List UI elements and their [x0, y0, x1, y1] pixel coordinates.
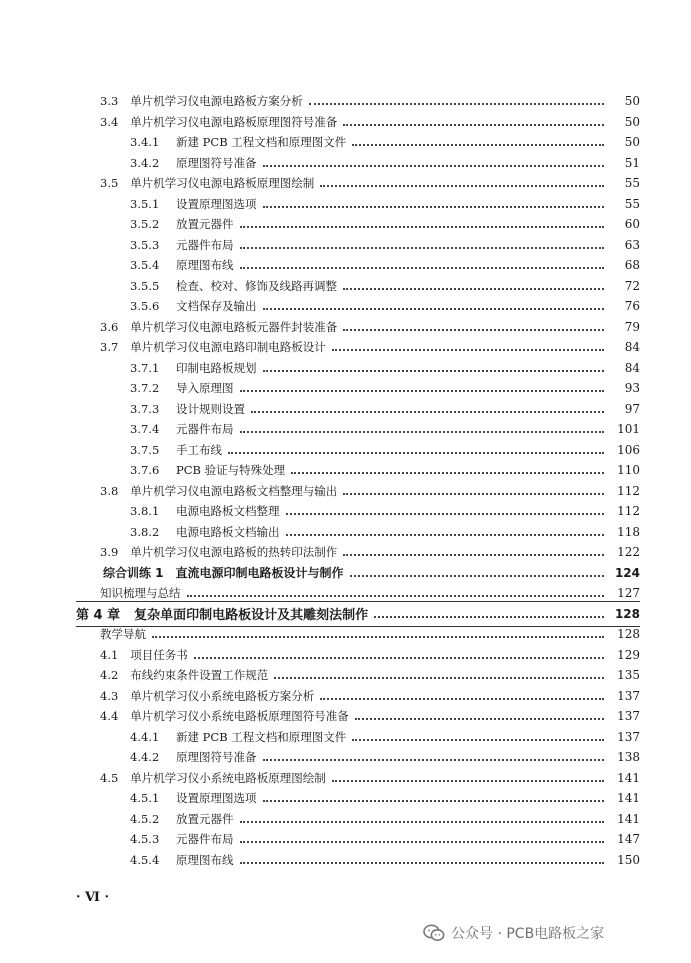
toc-entry-page: 55	[624, 176, 640, 190]
toc-entry-page: 112	[617, 504, 640, 518]
toc-entry	[103, 563, 640, 583]
toc-entry-title: 电源电路板文档整理	[176, 504, 280, 518]
toc-entry-page: 60	[624, 217, 640, 231]
toc-entry-number: 3.7.4	[130, 422, 160, 436]
toc-entry	[100, 542, 640, 562]
toc-entry	[100, 481, 640, 501]
toc-entry-title: 原理图符号准备	[176, 750, 257, 764]
toc-entry	[130, 132, 640, 152]
toc-entry	[100, 173, 640, 193]
toc-entry	[130, 809, 640, 829]
toc-entry-number: 综合训练 1	[103, 566, 164, 580]
toc-entry-title: 元器件布局	[176, 832, 234, 846]
leader-dots	[228, 452, 604, 454]
leader-dots	[152, 636, 604, 638]
leader-dots	[240, 247, 605, 249]
toc-entry-title: 设置原理图选项	[176, 791, 257, 805]
toc-entry-page: 110	[617, 463, 640, 477]
toc-entry-title: 单片机学习仪电源电路板原理图绘制	[130, 176, 315, 190]
toc-entry-number: 3.7.5	[130, 442, 160, 457]
toc-entry-title: 单片机学习仪小系统电路板原理图绘制	[130, 770, 326, 785]
toc-entry-number: 3.4	[100, 114, 119, 129]
toc-entry-title: 原理图布线	[176, 258, 234, 272]
leader-dots	[263, 759, 605, 761]
leader-dots	[343, 554, 604, 556]
toc-entry	[100, 665, 640, 685]
toc-entry-number: 3.3	[100, 94, 119, 108]
watermark	[423, 923, 604, 943]
toc-entry-page: 135	[617, 668, 640, 682]
toc-entry-number: 3.6	[100, 319, 119, 334]
toc-entry-page: 141	[617, 770, 640, 785]
toc-entry-page: 128	[614, 606, 640, 621]
toc-entry-title: 单片机学习仪电源电路板的热转印法制作	[130, 545, 338, 559]
toc-entry	[100, 645, 640, 665]
leader-dots	[320, 698, 604, 700]
toc-entry	[100, 686, 640, 706]
toc-entry	[130, 501, 640, 521]
toc-entry	[130, 850, 640, 870]
leader-dots	[343, 493, 604, 495]
toc-entry	[130, 419, 640, 439]
toc-entry-title: 复杂单面印制电路板设计及其雕刻法制作	[134, 608, 369, 623]
toc-entry-page: 128	[617, 627, 640, 641]
toc-entry-number: 第 4 章	[76, 608, 121, 623]
toc-entry	[100, 317, 640, 337]
toc-entry-number: 4.5.3	[130, 832, 160, 846]
toc-entry-number: 3.4.2	[130, 155, 160, 170]
leader-dots	[374, 616, 604, 618]
toc-entry-page: 137	[617, 688, 640, 703]
toc-entry-title: 单片机学习仪电源电路印制电路板设计	[130, 340, 326, 354]
toc-entry-page: 127	[617, 586, 640, 600]
leader-dots	[309, 103, 604, 105]
page-number: · Ⅵ ·	[76, 890, 110, 905]
wechat-icon	[423, 924, 445, 942]
toc-entry-number: 3.8.2	[130, 524, 160, 539]
toc-entry-title: 项目任务书	[130, 647, 188, 662]
leader-dots	[263, 165, 605, 167]
toc-entry-title: 教学导航	[100, 627, 146, 641]
toc-entry-page: 112	[617, 483, 640, 498]
leader-dots	[187, 595, 605, 597]
toc-entry-page: 106	[617, 442, 640, 457]
toc-entry-title: 原理图符号准备	[176, 155, 257, 170]
toc-entry-number: 4.3	[100, 688, 119, 703]
toc-entry-number: 3.7	[100, 340, 119, 354]
chapter-rule-top	[76, 601, 640, 602]
toc-entry-page: 137	[617, 709, 640, 723]
toc-entry-number: 4.5	[100, 770, 119, 785]
toc-entry-title: 单片机学习仪电源电路板方案分析	[130, 94, 303, 108]
toc-entry	[100, 112, 640, 132]
toc-entry	[100, 768, 640, 788]
toc-entry-page: 129	[617, 647, 640, 662]
toc-entry-title: 单片机学习仪电源电路板文档整理与输出	[130, 483, 338, 498]
toc-entry-title: 单片机学习仪小系统电路板方案分析	[130, 688, 315, 703]
leader-dots	[263, 370, 605, 372]
leader-dots	[286, 513, 605, 515]
leader-dots	[194, 657, 604, 659]
toc-entry-page: 55	[624, 196, 640, 211]
leader-dots	[332, 349, 604, 351]
leader-dots	[240, 862, 605, 864]
toc-entry-number: 3.5.2	[130, 217, 160, 231]
toc-entry	[100, 91, 640, 111]
toc-entry	[100, 337, 640, 357]
leader-dots	[251, 411, 604, 413]
toc-entry-page: 150	[617, 852, 640, 867]
leader-dots	[263, 308, 605, 310]
toc-entry	[130, 194, 640, 214]
toc-entry-title: 新建 PCB 工程文档和原理图文件	[176, 135, 347, 149]
toc-entry-page: 141	[617, 811, 640, 826]
toc-entry	[130, 460, 640, 480]
toc-entry-number: 4.5.1	[130, 791, 160, 805]
toc-entry	[130, 358, 640, 378]
toc-entry-number: 3.4.1	[130, 135, 160, 149]
toc-entry	[130, 440, 640, 460]
toc-entry-title: 手工布线	[176, 442, 222, 457]
toc-entry-number: 3.7.1	[130, 360, 160, 375]
leader-dots	[263, 206, 605, 208]
toc-entry-number: 4.1	[100, 647, 119, 662]
toc-entry-page: 84	[624, 360, 640, 375]
toc-entry-number: 4.2	[100, 668, 119, 682]
toc-entry-page: 79	[624, 319, 640, 334]
toc-entry-title: 文档保存及输出	[176, 299, 257, 313]
leader-dots	[274, 677, 604, 679]
leader-dots	[350, 575, 604, 577]
toc-entry-page: 124	[614, 565, 640, 580]
toc-entry-page: 147	[617, 832, 640, 846]
toc-entry-page: 122	[617, 545, 640, 559]
toc-entry-title: 单片机学习仪电源电路板元器件封装准备	[130, 319, 338, 334]
leader-dots	[352, 144, 604, 146]
toc-entry-page: 68	[624, 258, 640, 272]
toc-entry-title: 检查、校对、修饰及线路再调整	[176, 278, 337, 293]
leader-dots	[240, 226, 605, 228]
leader-dots	[240, 841, 605, 843]
toc-entry	[130, 522, 640, 542]
toc-entry	[130, 153, 640, 173]
toc-entry-title: 新建 PCB 工程文档和原理图文件	[176, 729, 347, 744]
toc-entry-title: 导入原理图	[176, 381, 234, 395]
toc-entry-page: 72	[624, 278, 640, 293]
toc-entry-title: 直流电源印制电路板设计与制作	[175, 566, 344, 580]
toc-entry	[130, 255, 640, 275]
leader-dots	[286, 534, 605, 536]
toc-entry-page: 76	[624, 299, 640, 313]
toc-entry-number: 3.5.5	[130, 278, 160, 293]
toc-entry-page: 141	[617, 791, 640, 805]
toc-entry	[130, 788, 640, 808]
toc-entry-title: 设计规则设置	[176, 401, 245, 416]
toc-entry-page: 137	[617, 729, 640, 744]
toc-entry-number: 3.7.2	[130, 381, 160, 395]
toc-entry-title: 知识梳理与总结	[100, 586, 181, 600]
toc-entry-number: 3.8.1	[130, 504, 160, 518]
leader-dots	[355, 718, 604, 720]
toc-entry-title: 单片机学习仪小系统电路板原理图符号准备	[130, 709, 349, 723]
toc-entry-number: 4.4.1	[130, 729, 160, 744]
leader-dots	[240, 390, 605, 392]
toc-entry-number: 3.5.4	[130, 258, 160, 272]
toc-entry-number: 3.5.3	[130, 237, 160, 252]
toc-entry-number: 4.5.4	[130, 852, 160, 867]
toc-entry-number: 3.7.3	[130, 401, 160, 416]
leader-dots	[240, 821, 605, 823]
toc-entry-page: 97	[624, 401, 640, 416]
leader-dots	[332, 780, 604, 782]
leader-dots	[352, 739, 604, 741]
toc-entry-title: 电源电路板文档输出	[176, 524, 280, 539]
toc-entry	[130, 399, 640, 419]
toc-entry	[130, 829, 640, 849]
toc-entry-title: 设置原理图选项	[176, 196, 257, 211]
toc-entry	[100, 624, 640, 644]
toc-entry-page: 51	[624, 155, 640, 170]
toc-entry-page: 93	[624, 381, 640, 395]
toc-entry-page: 84	[624, 340, 640, 354]
toc-entry-number: 3.5.1	[130, 196, 160, 211]
toc-entry-number: 3.9	[100, 545, 119, 559]
toc-entry	[130, 747, 640, 767]
toc-entry-title: 印制电路板规划	[176, 360, 257, 375]
toc-entry-page: 138	[617, 750, 640, 764]
leader-dots	[320, 185, 604, 187]
toc-entry	[130, 727, 640, 747]
toc-entry-number: 4.4.2	[130, 750, 160, 764]
toc-entry	[100, 706, 640, 726]
toc-entry-title: 单片机学习仪电源电路板原理图符号准备	[130, 114, 338, 129]
toc-entry-title: 元器件布局	[176, 237, 234, 252]
toc-entry	[130, 235, 640, 255]
toc-entry-page: 50	[624, 114, 640, 129]
chapter-rule-bottom	[76, 626, 640, 627]
toc-entry-title: 元器件布局	[176, 422, 234, 436]
toc-entry	[130, 214, 640, 234]
toc-entry	[76, 604, 640, 624]
toc-entry-page: 101	[617, 422, 640, 436]
watermark-text: 公众号 · PCB电路板之家	[451, 926, 605, 942]
leader-dots	[263, 800, 605, 802]
leader-dots	[240, 267, 605, 269]
toc-entry-page: 50	[624, 135, 640, 149]
leader-dots	[240, 431, 605, 433]
leader-dots	[291, 472, 604, 474]
leader-dots	[343, 288, 604, 290]
toc-entry-number: 4.5.2	[130, 811, 160, 826]
toc-entry-title: PCB 验证与特殊处理	[176, 463, 286, 477]
toc-entry	[130, 378, 640, 398]
toc-entry-title: 放置元器件	[176, 217, 234, 231]
leader-dots	[343, 329, 604, 331]
toc-entry-title: 布线约束条件设置工作规范	[130, 668, 269, 682]
toc-entry-number: 4.4	[100, 709, 119, 723]
toc-entry-page: 63	[624, 237, 640, 252]
toc-entry-title: 原理图布线	[176, 852, 234, 867]
toc-entry-page: 118	[617, 524, 640, 539]
toc-entry-number: 3.7.6	[130, 463, 160, 477]
toc-entry-page: 50	[624, 94, 640, 108]
toc-entry-number: 3.5	[100, 176, 119, 190]
toc-entry-number: 3.5.6	[130, 299, 160, 313]
toc-entry	[130, 296, 640, 316]
toc-entry-number: 3.8	[100, 483, 119, 498]
leader-dots	[343, 124, 604, 126]
toc-entry-title: 放置元器件	[176, 811, 234, 826]
toc-entry	[130, 276, 640, 296]
